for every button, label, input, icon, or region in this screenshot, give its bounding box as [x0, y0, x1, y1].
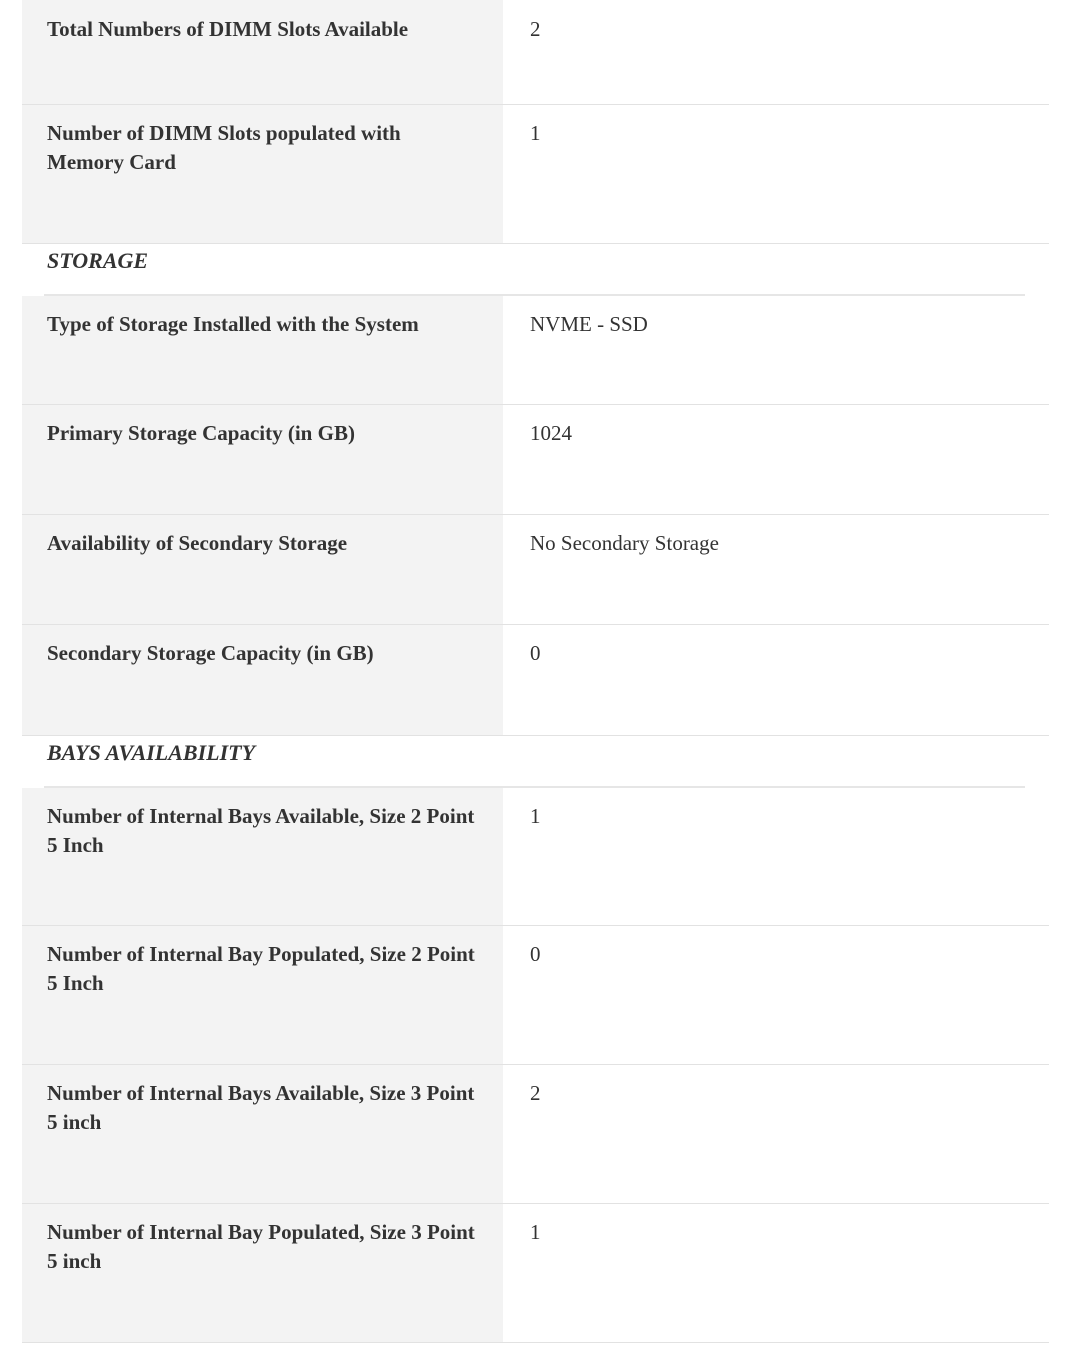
- spec-row-secondary-availability: [22, 515, 1049, 625]
- spec-label: Number of Internal Bays Available, Size 3 Point 5 inch: [22, 1065, 503, 1203]
- spec-row-bays-available-2-5: [22, 788, 1049, 926]
- spec-value: 2: [503, 0, 1049, 104]
- specifications-table: [22, 0, 1049, 1343]
- spec-value: 1: [503, 788, 1049, 925]
- spec-row-bay-populated-2-5: [22, 926, 1049, 1065]
- spec-row-dimm-slots-available: [22, 0, 1049, 105]
- spec-value: 1: [503, 1204, 1049, 1342]
- spec-value: 0: [503, 625, 1049, 735]
- spec-label: Availability of Secondary Storage: [22, 515, 503, 624]
- spec-label: Total Numbers of DIMM Slots Available: [22, 0, 503, 104]
- spec-label: Number of DIMM Slots populated with Memory Card: [22, 105, 503, 243]
- spec-label: Secondary Storage Capacity (in GB): [22, 625, 503, 735]
- spec-value: NVME - SSD: [503, 296, 1049, 404]
- spec-label: Primary Storage Capacity (in GB): [22, 405, 503, 514]
- spec-row-primary-capacity: [22, 405, 1049, 515]
- spec-row-storage-type: [22, 296, 1049, 405]
- spec-label: Type of Storage Installed with the System: [22, 296, 503, 404]
- spec-row-bays-available-3-5: [22, 1065, 1049, 1204]
- section-header-bays-availability: [22, 736, 1049, 788]
- section-divider: [44, 786, 1025, 788]
- spec-value: No Secondary Storage: [503, 515, 1049, 624]
- spec-label: Number of Internal Bay Populated, Size 2 Point 5 Inch: [22, 926, 503, 1064]
- spec-row-bay-populated-3-5: [22, 1204, 1049, 1343]
- spec-row-dimm-slots-populated: [22, 105, 1049, 244]
- section-header-storage: [22, 244, 1049, 296]
- section-title: STORAGE: [47, 248, 149, 273]
- section-divider: [44, 294, 1025, 296]
- spec-value: 1: [503, 105, 1049, 243]
- spec-label: Number of Internal Bays Available, Size 2 Point 5 Inch: [22, 788, 503, 925]
- spec-value: 1024: [503, 405, 1049, 514]
- spec-row-secondary-capacity: [22, 625, 1049, 736]
- spec-value: 2: [503, 1065, 1049, 1203]
- section-title: BAYS AVAILABILITY: [47, 740, 256, 765]
- spec-value: 0: [503, 926, 1049, 1064]
- spec-label: Number of Internal Bay Populated, Size 3 Point 5 inch: [22, 1204, 503, 1342]
